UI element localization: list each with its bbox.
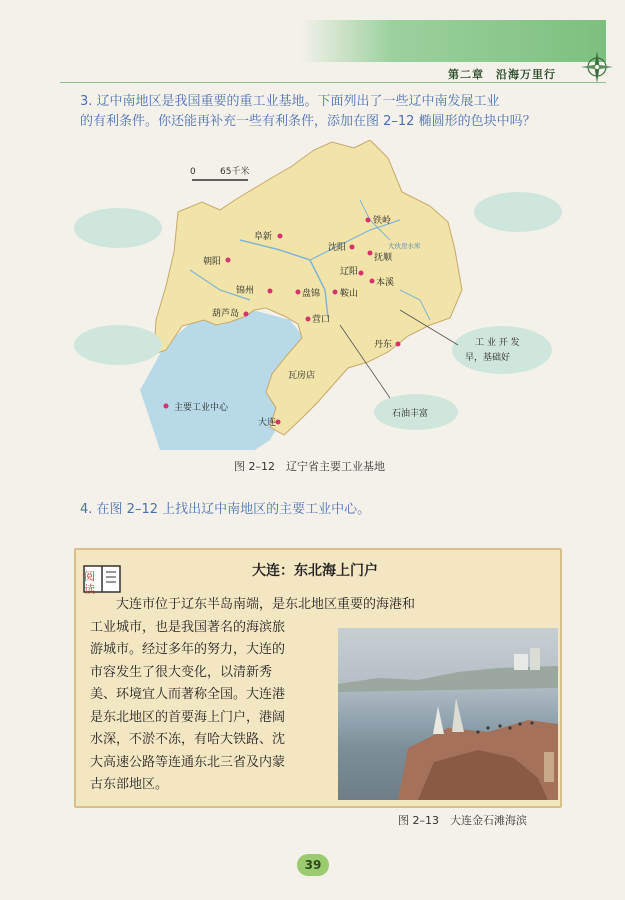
city-dalian: 大连 bbox=[258, 418, 277, 428]
reservoir-label: 大伙房水库 bbox=[388, 242, 421, 250]
city-dot-fushun bbox=[368, 251, 373, 256]
reading-line: 是东北地区的首要海上门户，港阔 bbox=[90, 709, 286, 725]
reading-title: 大连：东北海上门户 bbox=[252, 563, 378, 579]
city-jinzhou: 锦州 bbox=[236, 286, 255, 296]
city-dot-anshan bbox=[333, 290, 338, 295]
reading-line: 大高速公路等连通东北三省及内蒙 bbox=[90, 754, 286, 770]
city-dandong: 丹东 bbox=[374, 340, 393, 350]
question-4: 4. 在图 2–12 上找出辽中南地区的主要工业中心。 bbox=[80, 502, 371, 517]
chapter-title: 第二章 沿海万里行 bbox=[448, 68, 556, 81]
dalian-coast-photo bbox=[338, 628, 558, 800]
city-dot-dandong bbox=[396, 342, 401, 347]
city-chaoyang: 朝阳 bbox=[203, 257, 222, 267]
city-panjin: 盘锦 bbox=[302, 289, 321, 299]
figure-2-12-caption: 图 2–12 辽宁省主要工业基地 bbox=[234, 460, 385, 473]
blank-bubble-3 bbox=[74, 325, 162, 365]
city-dot-jinzhou bbox=[268, 289, 273, 294]
photo-scene bbox=[338, 628, 558, 800]
city-dot-chaoyang bbox=[226, 258, 231, 263]
page-number: 39 bbox=[297, 854, 329, 876]
city-anshan: 鞍山 bbox=[340, 289, 359, 299]
city-dot-liaoyang bbox=[359, 271, 364, 276]
reading-line: 工业城市，也是我国著名的海滨旅 bbox=[90, 619, 286, 635]
city-dot-benxi bbox=[370, 279, 375, 284]
city-liaoyang: 辽阳 bbox=[340, 267, 359, 277]
city-dot-huludao bbox=[244, 312, 249, 317]
city-tieling: 铁岭 bbox=[373, 216, 392, 226]
bubble-industry-line2: 早，基础好 bbox=[465, 353, 511, 363]
city-dot-fuxin bbox=[278, 234, 283, 239]
reading-box bbox=[74, 548, 562, 808]
city-fushun: 抚顺 bbox=[374, 253, 393, 263]
bubble-industry bbox=[452, 326, 552, 374]
reading-line: 美、环境宜人而著称全国。大连港 bbox=[90, 687, 286, 702]
scale-zero: 0 bbox=[190, 167, 196, 177]
bubble-industry-line1: 工 业 开 发 bbox=[475, 338, 520, 348]
city-shenyang: 沈阳 bbox=[328, 243, 347, 253]
city-benxi: 本溪 bbox=[376, 278, 395, 288]
header-band bbox=[300, 20, 606, 62]
city-dot-shenyang bbox=[350, 245, 355, 250]
figure-2-13-caption: 图 2–13 大连金石滩海滨 bbox=[398, 814, 527, 827]
blank-bubble-2 bbox=[474, 192, 562, 232]
legend-dot bbox=[164, 404, 169, 409]
reading-line: 大连市位于辽东半岛南端，是东北地区重要的海港和 bbox=[90, 597, 416, 612]
scale-label: 65千米 bbox=[220, 167, 250, 177]
reading-label: 阅读 bbox=[84, 570, 95, 596]
reading-line: 水深，不淤不冻，有哈大铁路、沈 bbox=[90, 732, 286, 747]
city-dot-dalian bbox=[276, 420, 281, 425]
city-huludao: 葫芦岛 bbox=[212, 309, 240, 319]
question-3-line2: 的有利条件。你还能再补充一些有利条件，添加在图 2–12 椭圆形的色块中吗？ bbox=[80, 114, 536, 129]
compass-icon bbox=[580, 50, 614, 84]
question-3-line1: 3. 辽中南地区是我国重要的重工业基地。下面列出了一些辽中南发展工业 bbox=[80, 94, 500, 109]
blank-bubble-1 bbox=[74, 208, 162, 248]
liaoning-map bbox=[70, 140, 570, 450]
header-rule bbox=[60, 82, 606, 83]
reading-line: 游城市。经过多年的努力，大连的 bbox=[90, 642, 286, 657]
reading-line: 古东部地区。 bbox=[90, 777, 169, 792]
city-fuxin: 阜新 bbox=[254, 232, 273, 242]
city-dot-yingkou bbox=[306, 317, 311, 322]
city-yingkou: 营口 bbox=[312, 315, 331, 325]
reading-line: 市容发生了很大变化，以清新秀 bbox=[90, 664, 273, 680]
city-wafangdian: 瓦房店 bbox=[288, 371, 316, 381]
city-dot-panjin bbox=[296, 290, 301, 295]
legend-text: 主要工业中心 bbox=[174, 403, 229, 413]
bubble-oil-text: 石油丰富 bbox=[392, 409, 429, 419]
city-dot-tieling bbox=[366, 218, 371, 223]
